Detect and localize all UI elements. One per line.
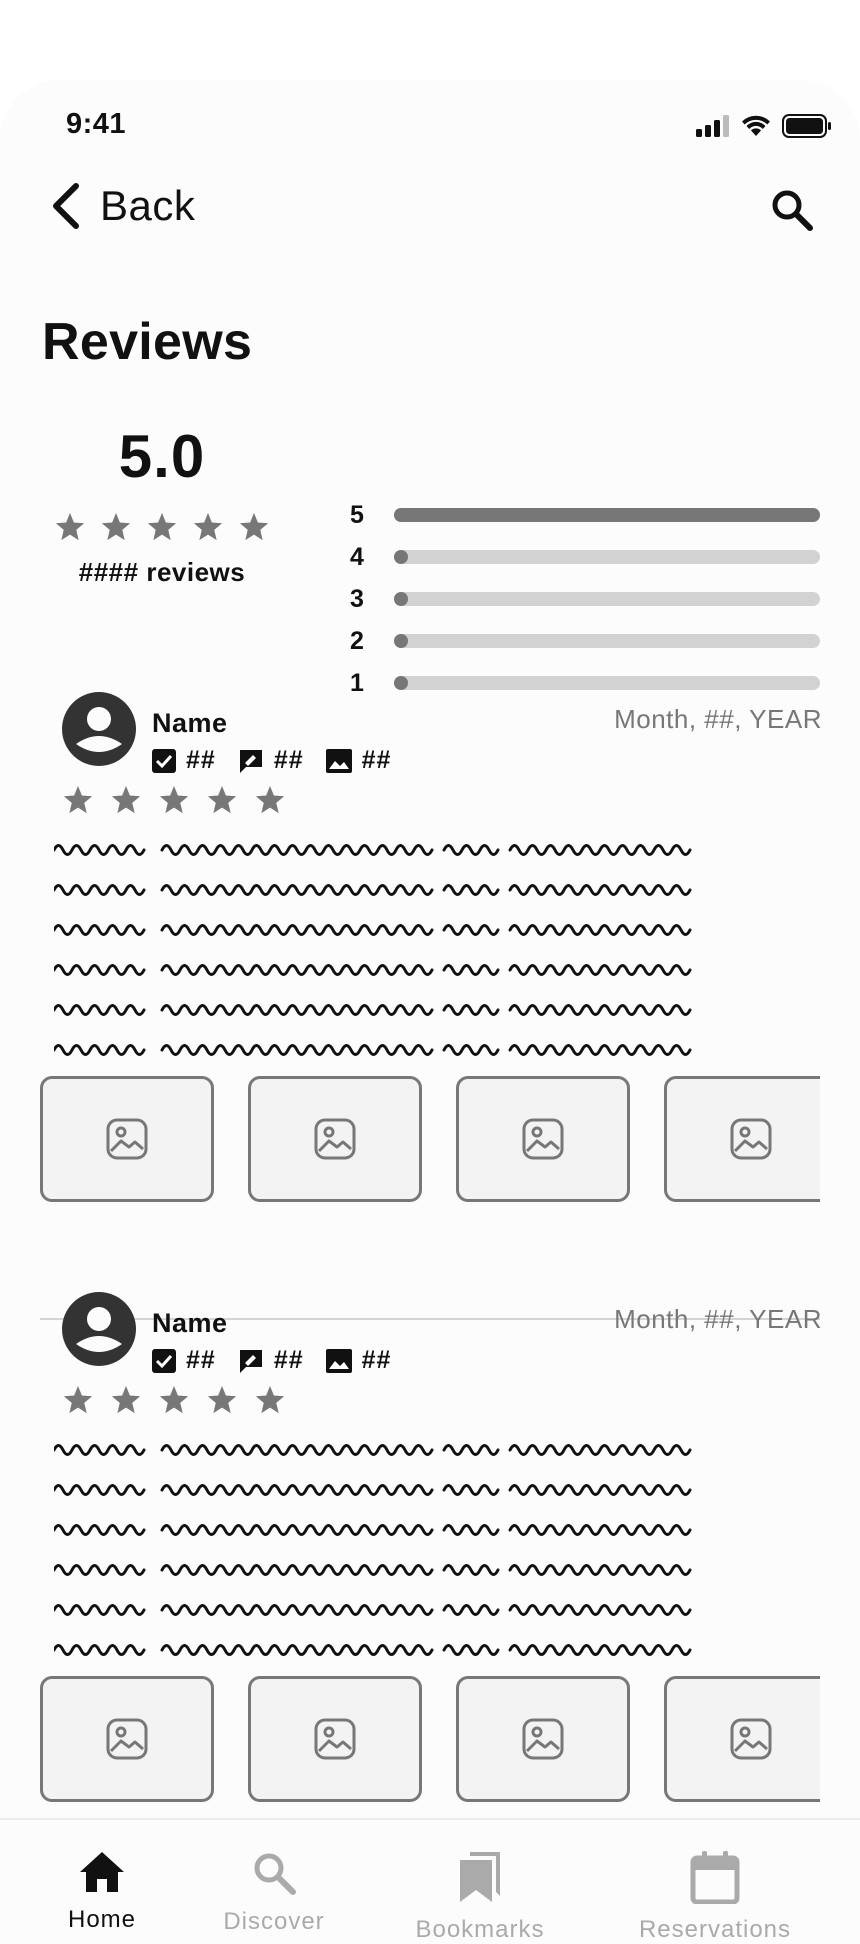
rating-bar-label: 2 [350, 626, 364, 655]
cellular-signal-icon [696, 115, 730, 137]
rating-bar-row [350, 662, 820, 704]
scribble-stroke [162, 966, 432, 975]
scribble-stroke [510, 1046, 690, 1055]
scribble-stroke [54, 1526, 144, 1535]
star-icon [192, 511, 224, 543]
scribble-stroke [444, 1006, 498, 1015]
rating-summary [42, 422, 282, 588]
checkbox-icon [152, 749, 176, 773]
scribble-stroke [162, 1446, 432, 1455]
home-icon [78, 1850, 126, 1894]
scribble-stroke [162, 1526, 432, 1535]
summary-stars [42, 511, 282, 543]
tab-label: Home [67, 1906, 137, 1933]
scribble-stroke [54, 1486, 144, 1495]
star-icon [254, 784, 286, 816]
rating-bar-track [394, 508, 820, 522]
check-count: ## [186, 746, 216, 774]
scribble-stroke [444, 1486, 498, 1495]
scribble-stroke [162, 1606, 432, 1615]
image-placeholder-icon [521, 1717, 565, 1761]
tab-label: Bookmarks [415, 1916, 545, 1943]
tab-bookmarks[interactable] [390, 1820, 570, 1944]
scribble-stroke [444, 926, 498, 935]
star-icon [62, 784, 94, 816]
check-count: ## [186, 1346, 216, 1374]
scribble-stroke [510, 1526, 690, 1535]
avatar-icon [62, 692, 136, 766]
scribble-stroke [162, 846, 432, 855]
rating-bar-row [350, 620, 820, 662]
scribble-stroke [54, 1646, 144, 1655]
scribble-stroke [444, 966, 498, 975]
scribble-stroke [444, 846, 498, 855]
review-date: Month, ##, YEAR [614, 1304, 822, 1334]
star-icon [110, 784, 142, 816]
review-photo[interactable] [248, 1076, 422, 1202]
checkbox-icon [152, 1349, 176, 1373]
comment-count: ## [273, 746, 304, 774]
rating-bar-label: 5 [350, 500, 364, 529]
scribble-stroke [444, 886, 498, 895]
reviewer-name: Name [152, 708, 228, 738]
rating-bar-label: 3 [350, 584, 364, 613]
scribble-lines [54, 1446, 690, 1655]
star-icon [146, 511, 178, 543]
scribble-stroke [54, 1446, 144, 1455]
star-icon [206, 1384, 238, 1416]
review-stars [62, 784, 286, 816]
review-photo[interactable] [456, 1676, 630, 1802]
scribble-stroke [444, 1446, 498, 1455]
rating-bar-fill [394, 592, 408, 606]
review-text-placeholder [54, 1438, 694, 1658]
tab-reservations[interactable] [624, 1820, 806, 1944]
avatar-icon [62, 1292, 136, 1366]
rating-bar-track [394, 592, 820, 606]
image-placeholder-icon [105, 1117, 149, 1161]
tab-label: Discover [223, 1908, 325, 1935]
phone-screen [0, 80, 860, 1944]
image-placeholder-icon [729, 1117, 773, 1161]
scribble-stroke [444, 1046, 498, 1055]
calendar-icon [690, 1850, 740, 1904]
scribble-stroke [54, 926, 144, 935]
scribble-stroke [162, 1486, 432, 1495]
tab-discover[interactable] [184, 1820, 364, 1936]
wifi-icon [740, 114, 772, 138]
status-bar [0, 108, 860, 148]
scribble-stroke [54, 1006, 144, 1015]
scribble-stroke [162, 1006, 432, 1015]
scribble-stroke [162, 926, 432, 935]
image-placeholder-icon [105, 1717, 149, 1761]
rating-bar-label: 1 [350, 668, 364, 697]
back-label: Back [100, 182, 196, 229]
rating-bar-label: 4 [350, 542, 364, 571]
review-date: Month, ##, YEAR [614, 704, 822, 734]
scribble-stroke [510, 926, 690, 935]
rating-bar-track [394, 550, 820, 564]
reviewer-stats [152, 746, 403, 775]
star-icon [110, 1384, 142, 1416]
photo-count: ## [361, 1346, 392, 1374]
star-icon [254, 1384, 286, 1416]
scribble-stroke [54, 966, 144, 975]
photo-count: ## [361, 746, 392, 774]
scribble-stroke [510, 1606, 690, 1615]
review-photo[interactable] [664, 1676, 820, 1802]
star-icon [62, 1384, 94, 1416]
rating-bar-fill [394, 550, 408, 564]
rating-bar-fill [394, 676, 408, 690]
photo-icon [326, 749, 352, 773]
star-icon [238, 511, 270, 543]
scribble-stroke [510, 966, 690, 975]
rating-bar-row [350, 494, 820, 536]
photo-icon [326, 1349, 352, 1373]
scribble-lines [54, 846, 690, 1055]
status-icons [696, 114, 832, 138]
navigation-bar [0, 182, 860, 242]
review-stars [62, 1384, 286, 1416]
image-placeholder-icon [313, 1117, 357, 1161]
scribble-stroke [444, 1606, 498, 1615]
scribble-stroke [510, 1646, 690, 1655]
review-photos [40, 1076, 820, 1206]
scribble-stroke [162, 1046, 432, 1055]
review-photo[interactable] [664, 1076, 820, 1202]
rating-bar-row [350, 536, 820, 578]
image-placeholder-icon [729, 1717, 773, 1761]
star-icon [158, 784, 190, 816]
image-placeholder-icon [521, 1117, 565, 1161]
scribble-stroke [510, 1446, 690, 1455]
comment-count: ## [273, 1346, 304, 1374]
status-time: 9:41 [66, 108, 127, 140]
page-title: Reviews [42, 313, 253, 371]
scribble-stroke [510, 1566, 690, 1575]
scribble-stroke [162, 1646, 432, 1655]
tab-label: Reservations [638, 1916, 792, 1943]
scribble-stroke [54, 886, 144, 895]
star-icon [206, 784, 238, 816]
scribble-stroke [510, 846, 690, 855]
star-icon [54, 511, 86, 543]
search-icon [251, 1850, 297, 1896]
scribble-stroke [510, 1006, 690, 1015]
scribble-stroke [510, 1486, 690, 1495]
back-button[interactable] [48, 182, 195, 230]
scribble-stroke [162, 1566, 432, 1575]
average-rating: 5.0 [118, 423, 206, 490]
search-icon [770, 188, 814, 232]
rating-bar-fill [394, 508, 820, 522]
review-count: #### reviews [78, 557, 246, 587]
comment-edit-icon [238, 748, 264, 774]
scribble-stroke [54, 1606, 144, 1615]
rating-distribution [350, 494, 820, 704]
review-photo[interactable] [40, 1676, 214, 1802]
rating-bar-track [394, 676, 820, 690]
reviewer-name: Name [152, 1308, 228, 1338]
scribble-stroke [444, 1646, 498, 1655]
rating-bar-fill [394, 634, 408, 648]
star-icon [100, 511, 132, 543]
scribble-stroke [54, 1046, 144, 1055]
image-placeholder-icon [313, 1717, 357, 1761]
review-photo[interactable] [40, 1076, 214, 1202]
rating-bar-track [394, 634, 820, 648]
search-button[interactable] [770, 188, 814, 237]
tab-home[interactable] [12, 1820, 192, 1934]
review-photos [40, 1676, 820, 1806]
battery-icon [782, 114, 832, 138]
reviewer-stats [152, 1346, 403, 1375]
comment-edit-icon [238, 1348, 264, 1374]
star-icon [158, 1384, 190, 1416]
scribble-stroke [54, 846, 144, 855]
review-photo[interactable] [248, 1676, 422, 1802]
scribble-stroke [510, 886, 690, 895]
rating-bar-row [350, 578, 820, 620]
review-text-placeholder [54, 838, 694, 1058]
tab-bar [0, 1818, 860, 1944]
scribble-stroke [162, 886, 432, 895]
scribble-stroke [444, 1566, 498, 1575]
scribble-stroke [444, 1526, 498, 1535]
scribble-stroke [54, 1566, 144, 1575]
bookmarks-icon [456, 1850, 504, 1904]
chevron-left-icon [48, 182, 82, 230]
review-photo[interactable] [456, 1076, 630, 1202]
